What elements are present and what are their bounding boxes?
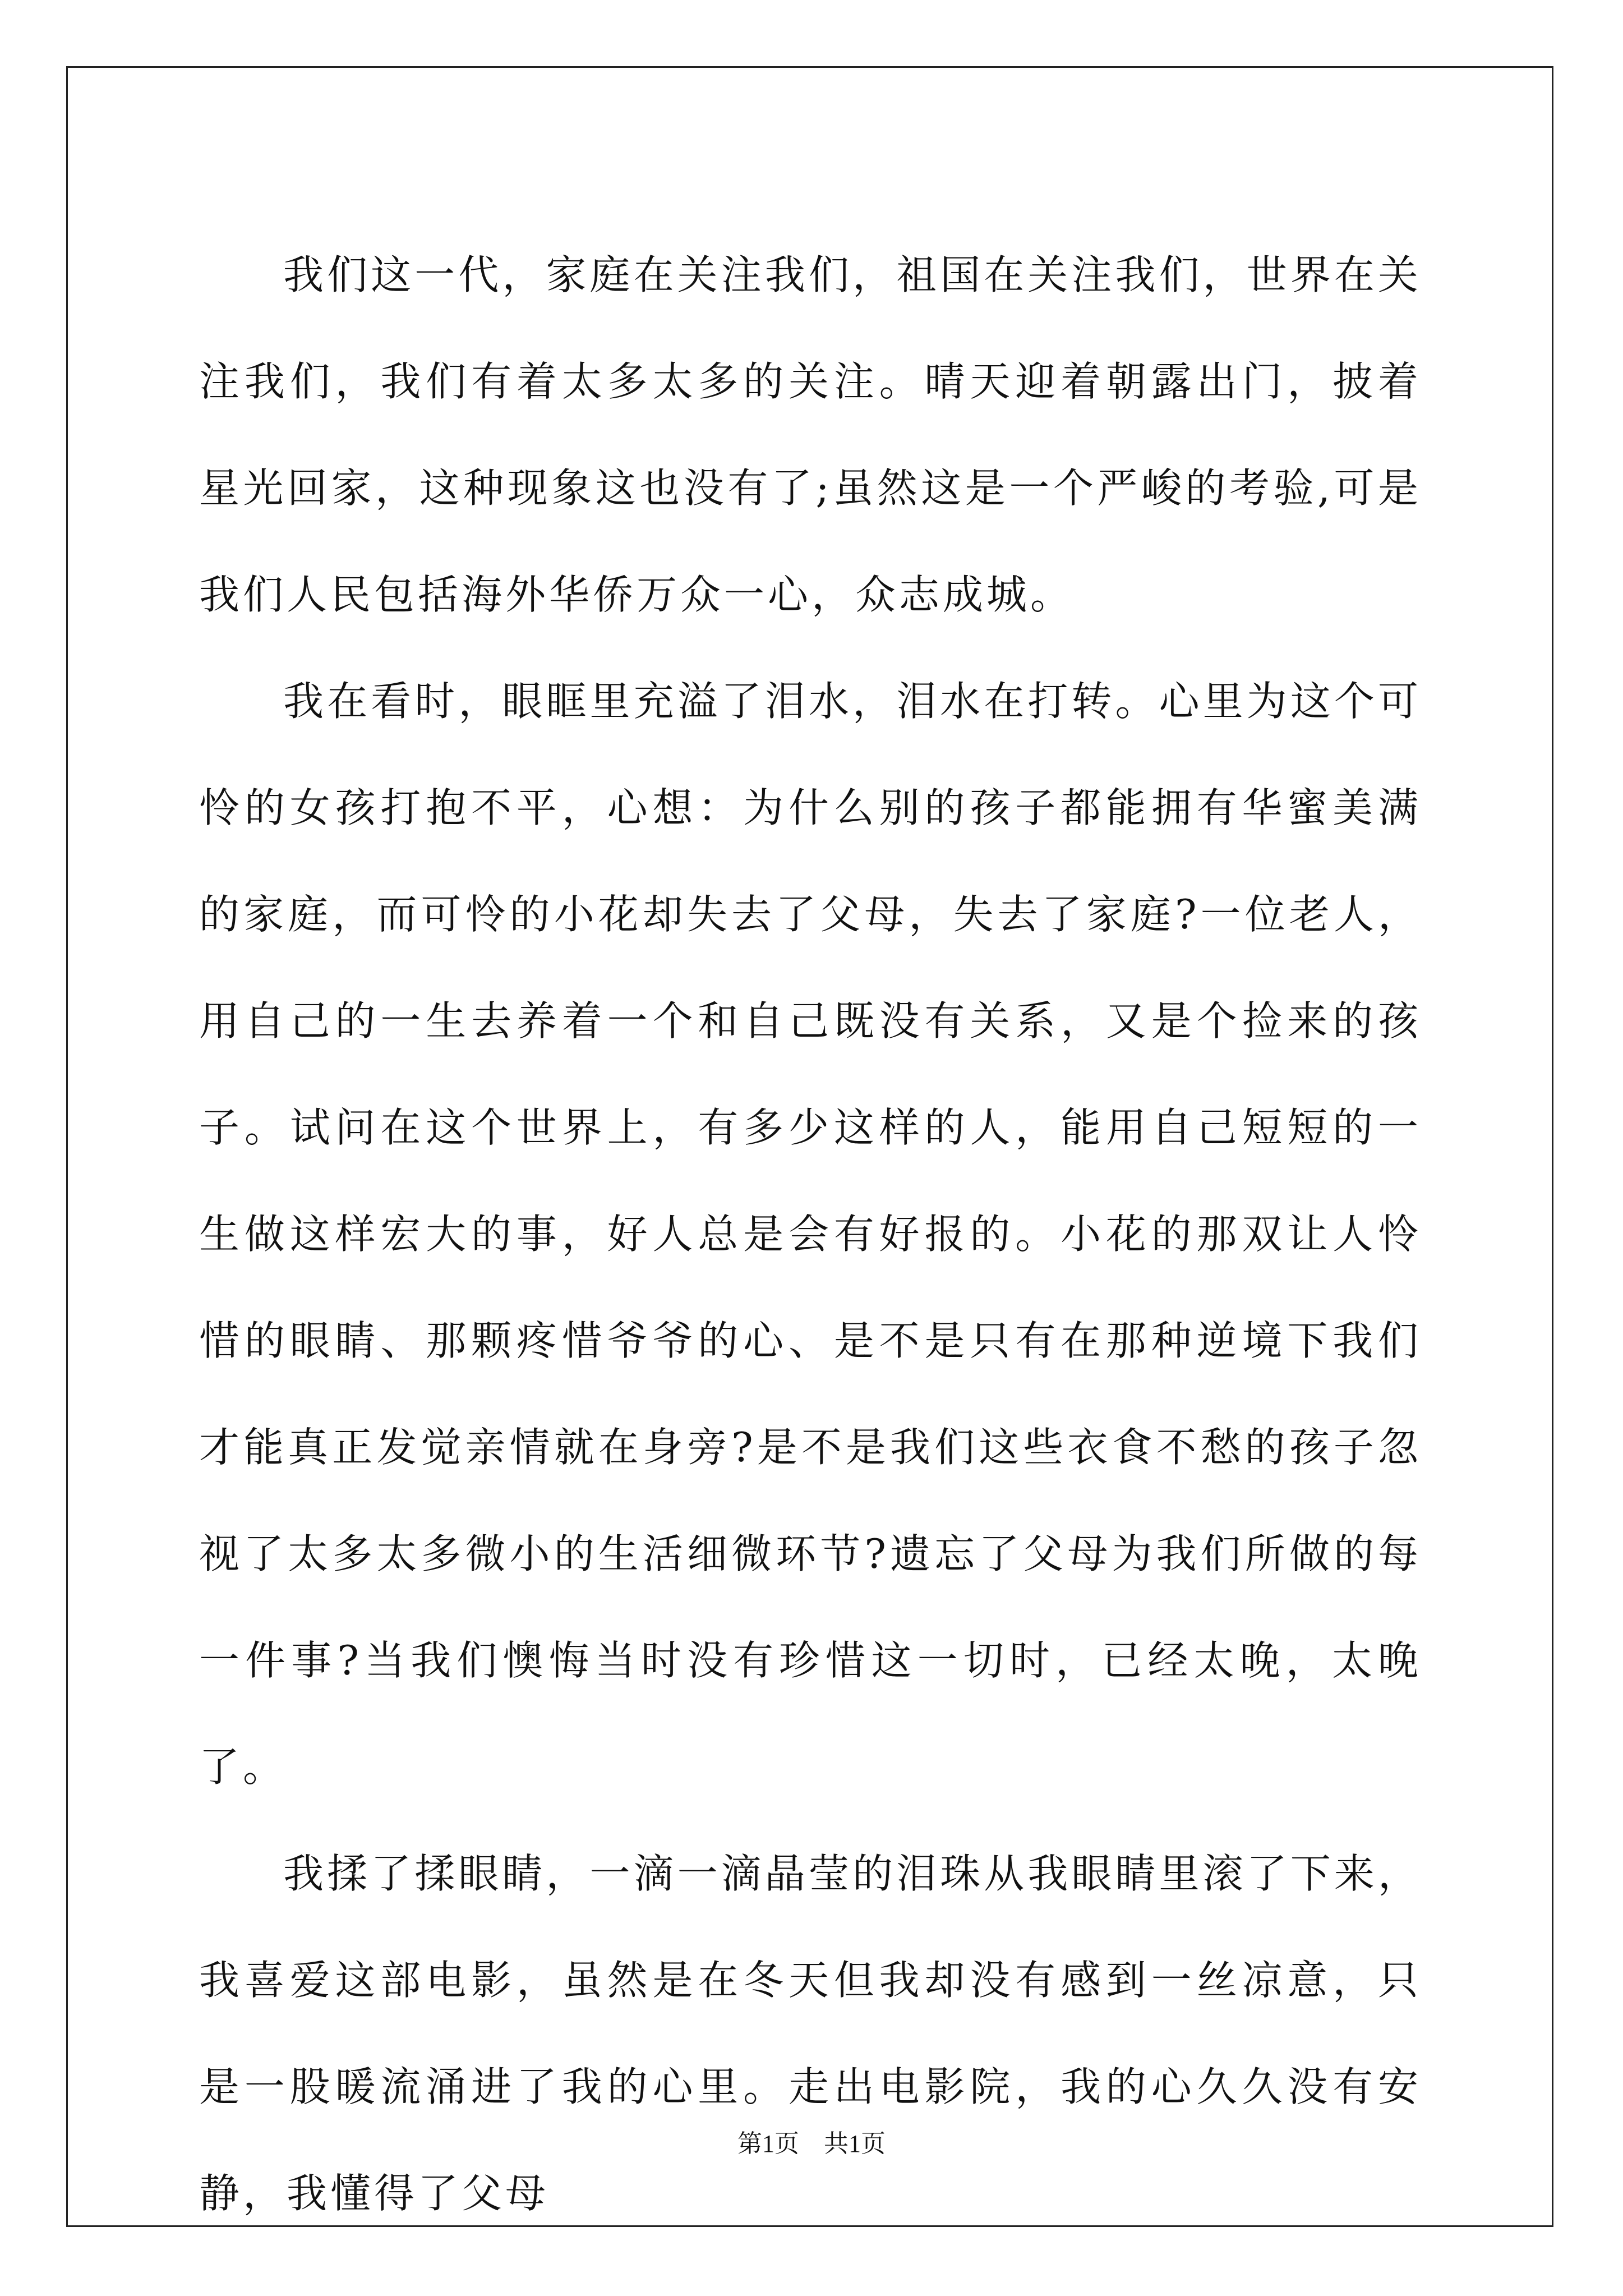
- paragraph-1: 我们这一代，家庭在关注我们，祖国在关注我们，世界在关注我们，我们有着太多太多的关注。晴天迎着朝露出门，披着星光回家，这种现象这也没有了;虽然这是一个严峻的考验,可是我们人民包括海外华侨万众一心，众志成城。: [199, 251, 1422, 618]
- document-body: [199, 222, 1422, 2247]
- paragraph-3: 我揉了揉眼睛，一滴一滴晶莹的泪珠从我眼睛里滚了下来，我喜爱这部电影，虽然是在冬天但我却没有感到一丝凉意，只是一股暖流涌进了我的心里。走出电影院，我的心久久没有安静，我懂得了父母: [199, 1850, 1422, 2217]
- paragraph-2: 我在看时，眼眶里充溢了泪水，泪水在打转。心里为这个可怜的女孩打抱不平，心想：为什么别的孩子都能拥有华蜜美满的家庭，而可怜的小花却失去了父母，失去了家庭?一位老人，用自己的一生去养着一个和自己既没有关系，又是个捡来的孩子。试问在这个世界上，有多少这样的人，能用自己短短的一生做这样宏大的事，好人总是会有好报的。小花的那双让人怜惜的眼睛、那颗疼惜爷爷的心、是不是只有在那种逆境下我们才能真正发觉亲情就在身旁?是不是我们这些衣食不愁的孩子忽视了太多太多微小的生活细微环节?遗忘了父母为我们所做的每一件事?当我们懊悔当时没有珍惜这一切时，已经太晚，太晚了。: [199, 678, 1422, 1791]
- page-number-footer: 第1页 共1页: [737, 2130, 886, 2157]
